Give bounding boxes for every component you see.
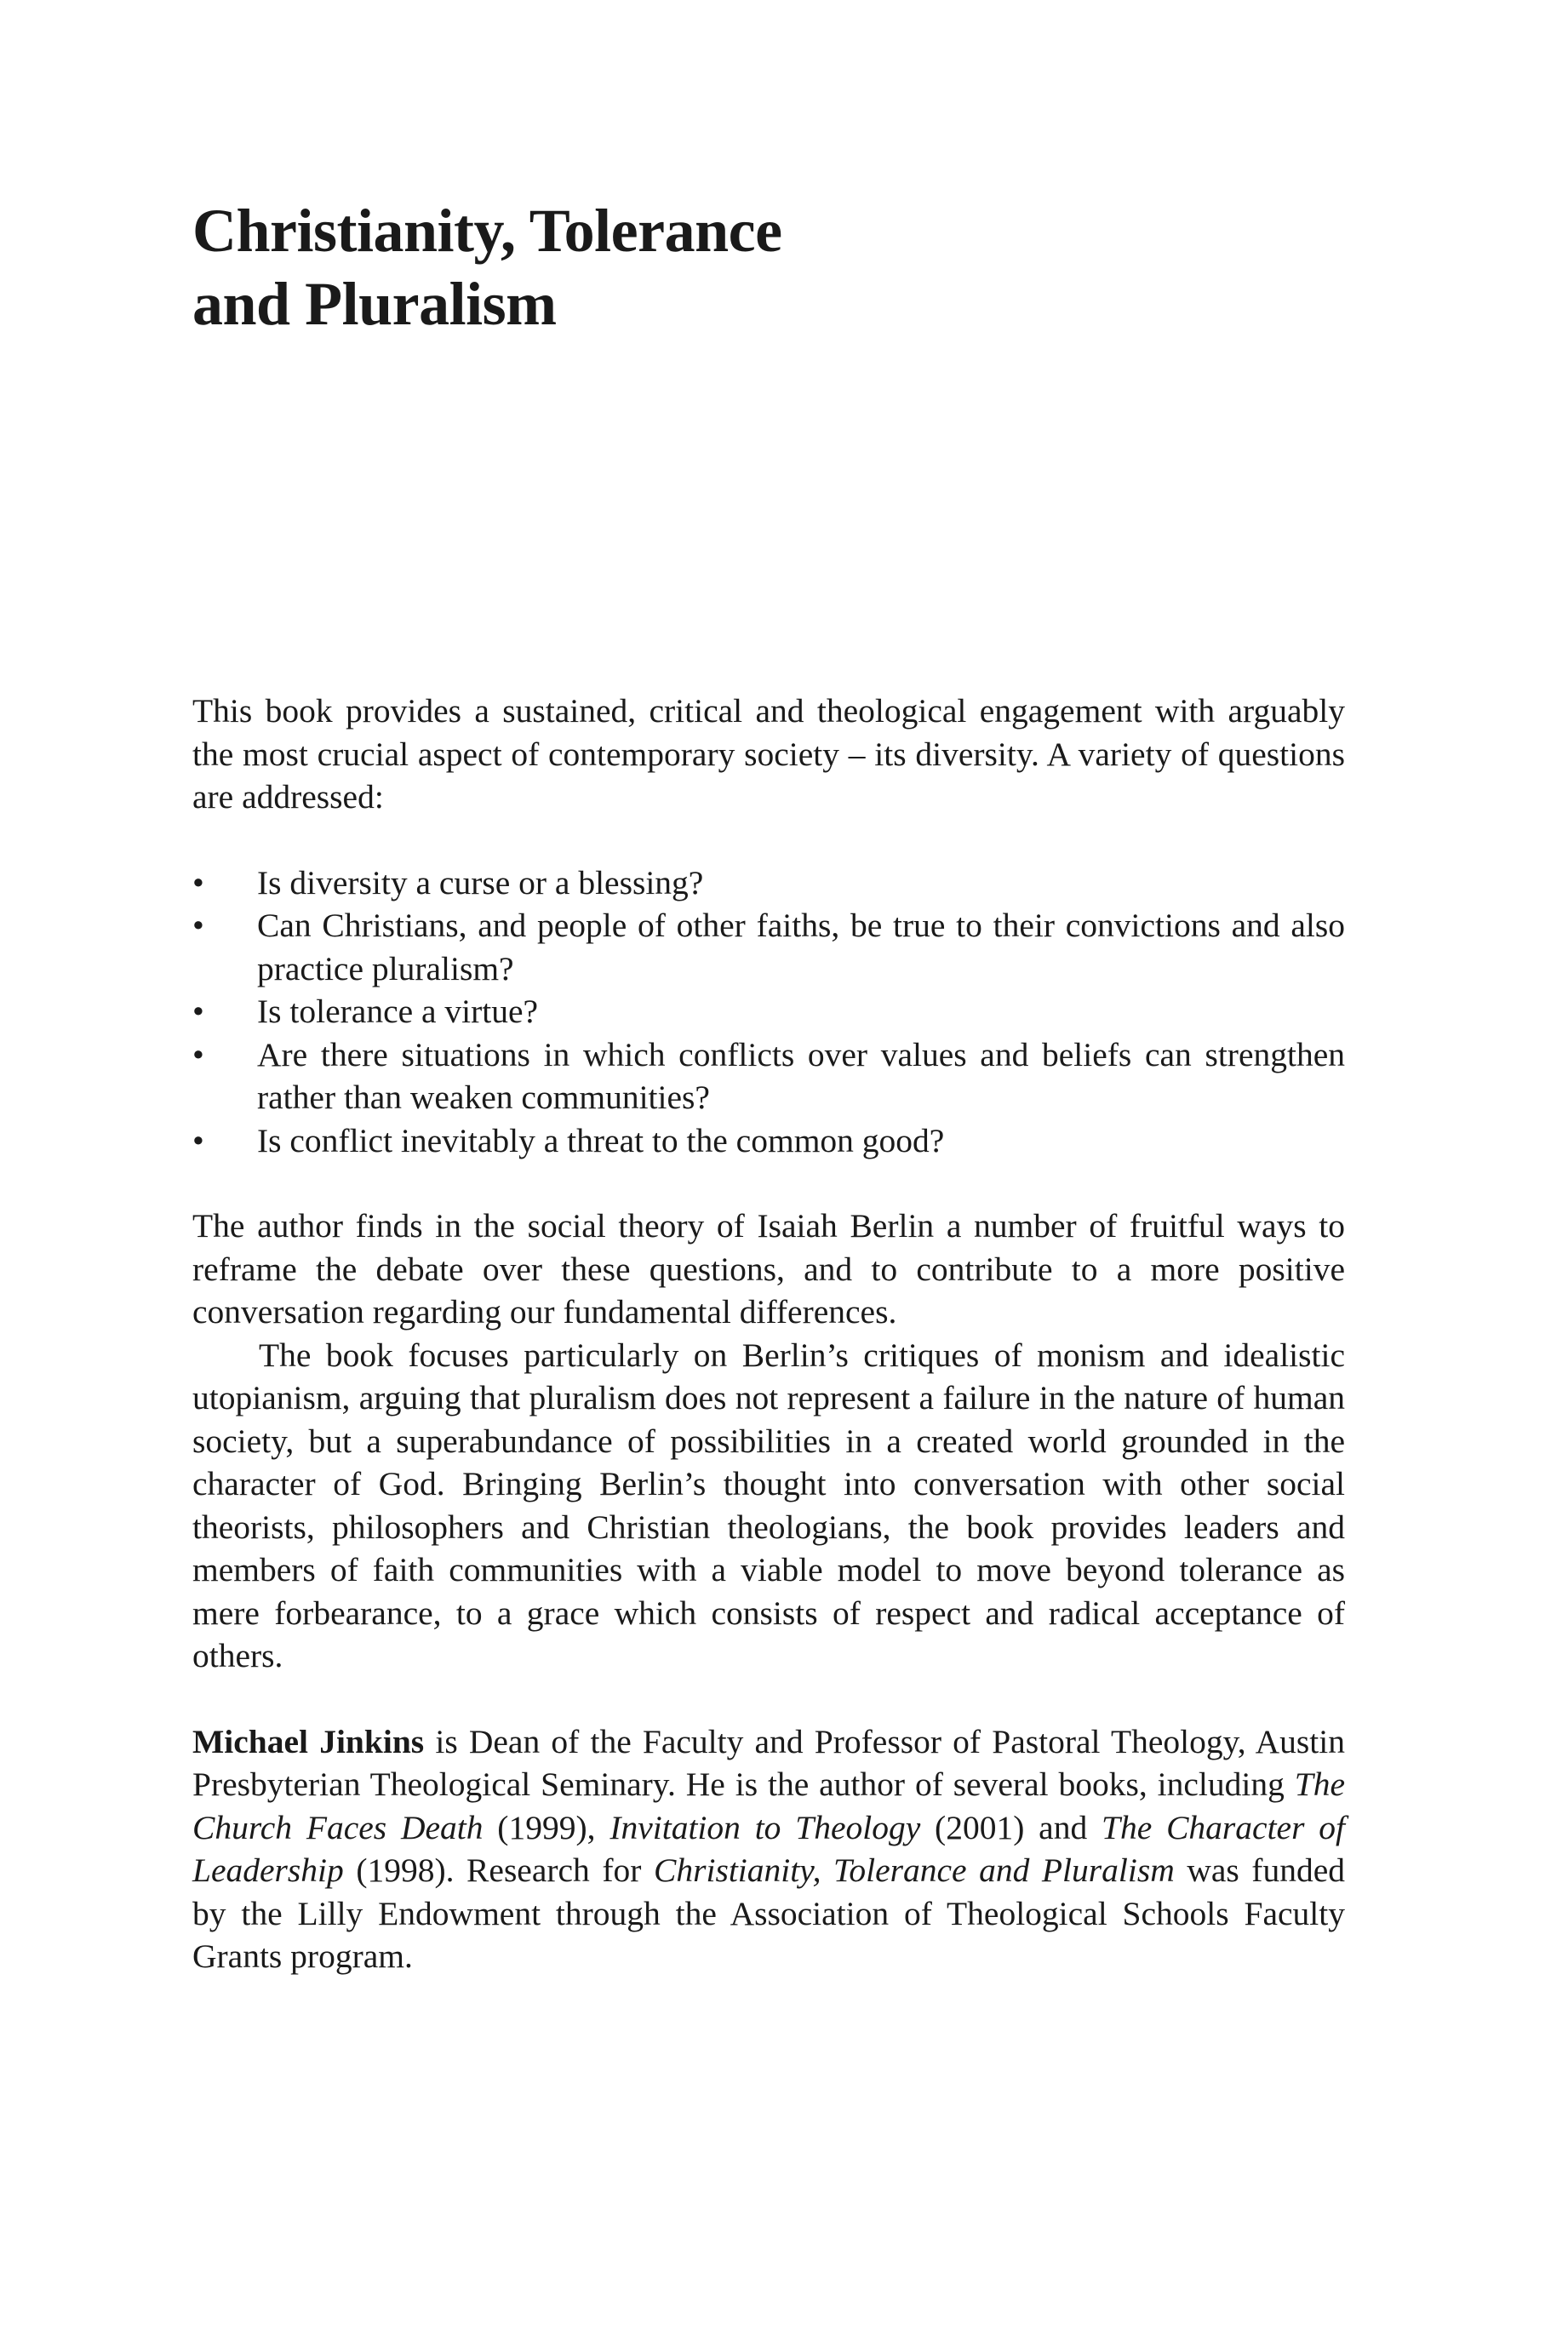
question-text: Is conflict inevitably a threat to the common good? [257, 1121, 945, 1159]
book-title-line-2: and Pluralism [192, 270, 557, 338]
list-item [192, 990, 1345, 1033]
list-item [192, 861, 1345, 905]
question-text: Is diversity a curse or a blessing? [257, 863, 704, 901]
blurb-content [192, 690, 1345, 1978]
list-item [192, 1119, 1345, 1163]
bullet-icon: • [192, 1035, 204, 1073]
book-title-line-1: Christianity, Tolerance [192, 197, 782, 265]
author-finds-paragraph: The author finds in the social theory of Isaiah Berlin a number of fruitful ways to reframe the debate over these questions, and to contribute to a more positive conversation regarding our fundamental differences. [192, 1207, 1345, 1331]
bullet-icon: • [192, 993, 204, 1030]
bio-text-2: (1999), [483, 1808, 610, 1846]
questions-list [192, 861, 1345, 1163]
book-title-invitation-to-theology: Invitation to Theology [609, 1808, 921, 1846]
book-title-christianity-tolerance-pluralism: Christianity, Tolerance and Pluralism [654, 1851, 1175, 1889]
bio-text-5: was funded by the Lilly Endowment through the Association of Theological Schools Faculty Grants program. [192, 1851, 1345, 1975]
author-name: Michael Jinkins [192, 1722, 425, 1760]
question-text: Is tolerance a virtue? [257, 993, 539, 1030]
book-title-church-faces-death: The Church Faces Death [192, 1765, 1345, 1846]
intro-paragraph: This book provides a sustained, critical and theological engagement with arguably the most crucial aspect of contemporary society – its diversity. A variety of questions are addressed: [192, 692, 1345, 815]
bio-text-4: (1998). Research for [343, 1851, 654, 1889]
bullet-icon: • [192, 863, 204, 901]
bullet-icon: • [192, 907, 204, 944]
list-item [192, 904, 1345, 990]
book-title-character-of-leadership: The Character of Leadership [192, 1808, 1345, 1889]
book-title [192, 194, 782, 340]
bullet-icon: • [192, 1121, 204, 1159]
bio-text-3: (2001) and [920, 1808, 1102, 1846]
question-text: Are there situations in which conflicts over values and beliefs can strengthen rather than weaken communities? [257, 1035, 1345, 1116]
book-focuses-paragraph: The book focuses particularly on Berlin’s critiques of monism and idealistic utopianism, arguing that pluralism does not represent a failure in the nature of human society, but a superabundance of possibilities in a created world grounded in the character of God. Bringing Berlin’s thought into conversation with other social theorists, philosophers and Christian theologians, the book provides leaders and members of faith communities with a viable model to move beyond tolerance as mere forbearance, to a grace which consists of respect and radical acceptance of others. [192, 1336, 1345, 1674]
author-bio-paragraph [192, 1720, 1345, 1978]
bio-text-1: is Dean of the Faculty and Professor of Pastoral Theology, Austin Presbyterian Theological Seminary. He is the author of several books, including [192, 1722, 1345, 1803]
list-item [192, 1033, 1345, 1119]
question-text: Can Christians, and people of other faiths, be true to their convictions and also practice pluralism? [257, 907, 1345, 987]
